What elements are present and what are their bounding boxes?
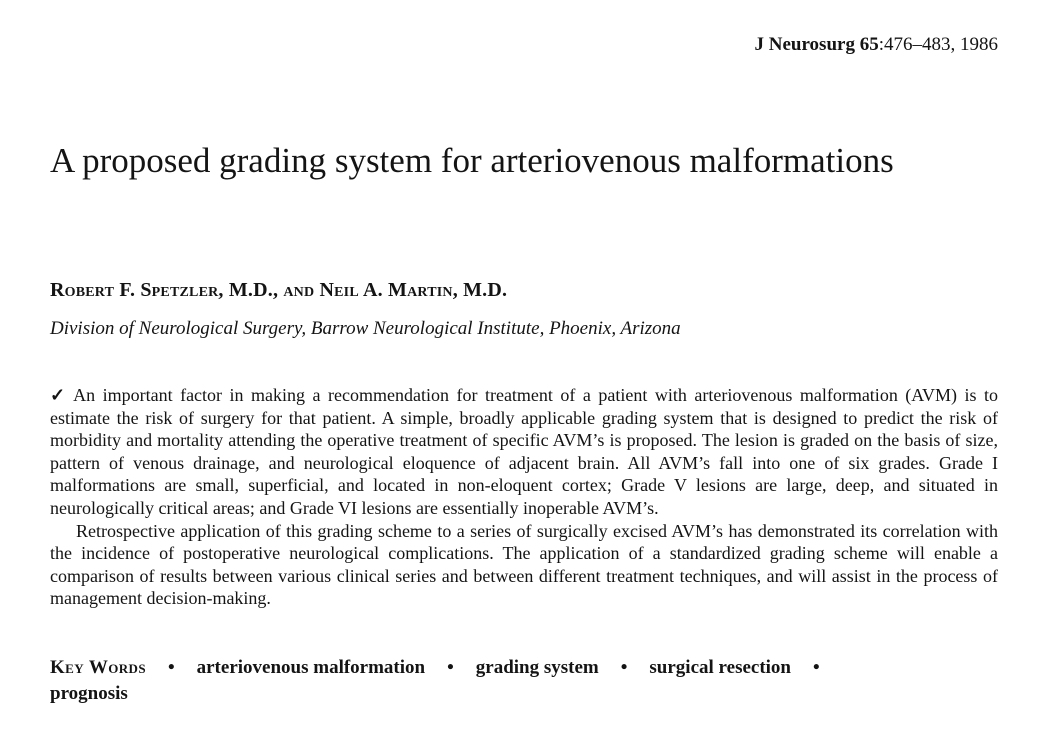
abstract xyxy=(50,384,998,610)
keyword-item: prognosis xyxy=(50,683,128,704)
keyword-separator: • xyxy=(813,657,820,678)
affiliation: Division of Neurological Surgery, Barrow Neurological Institute, Phoenix, Arizona xyxy=(50,318,681,339)
journal-volume: 65 xyxy=(859,34,879,55)
keyword-item: arteriovenous malformation xyxy=(196,657,426,678)
keywords-label: Key Words xyxy=(50,657,146,678)
author-conjunction: and xyxy=(283,279,315,301)
abstract-paragraph-1 xyxy=(50,384,998,520)
article-title: A proposed grading system for arteriovenous malformations xyxy=(50,141,894,180)
keywords-section xyxy=(50,655,980,707)
journal-pages: :476–483, xyxy=(878,34,956,55)
keyword-separator: • xyxy=(167,657,175,678)
journal-name: J Neurosurg xyxy=(754,34,855,55)
keyword-item: surgical resection xyxy=(649,657,791,678)
abstract-paragraph-1-text: An important factor in making a recommendation for treatment of a patient with arteriovenous malformation (AVM) is to estimate the risk of surgery for that patient. A simple, broadly applicable grading system that is designed to predict the risk of morbidity and mortality attending the operative treatment of specific AVM’s is proposed. The lesion is graded on the basis of size, pattern of venous drainage, and neurological eloquence of adjacent brain. All AVM’s fall into one of six grades. Grade I malformations are small, superficial, and located in non-eloquent cortex; Grade V lesions are large, deep, and situated in neurologically critical areas; and Grade VI lesions are essentially inoperable AVM’s. xyxy=(50,385,998,518)
journal-citation xyxy=(755,34,999,56)
check-mark-icon: ✓ xyxy=(50,385,66,405)
keyword-separator: • xyxy=(447,657,454,678)
author-line xyxy=(50,279,507,302)
abstract-paragraph-2: Retrospective application of this grading scheme to a series of surgically excised AVM’s has demonstrated its correlation with the incidence of postoperative neurological complications. The application of a standardized grading scheme will enable a comparison of results between various clinical series and between different treatment techniques, and will assist in the process of management decision-making. xyxy=(50,520,998,609)
author-2: Neil A. Martin, M.D. xyxy=(319,279,508,301)
author-1: Robert F. Spetzler, M.D., xyxy=(50,279,279,301)
keyword-item: grading system xyxy=(475,657,599,678)
journal-year: 1986 xyxy=(960,34,998,55)
keyword-separator: • xyxy=(620,657,628,678)
